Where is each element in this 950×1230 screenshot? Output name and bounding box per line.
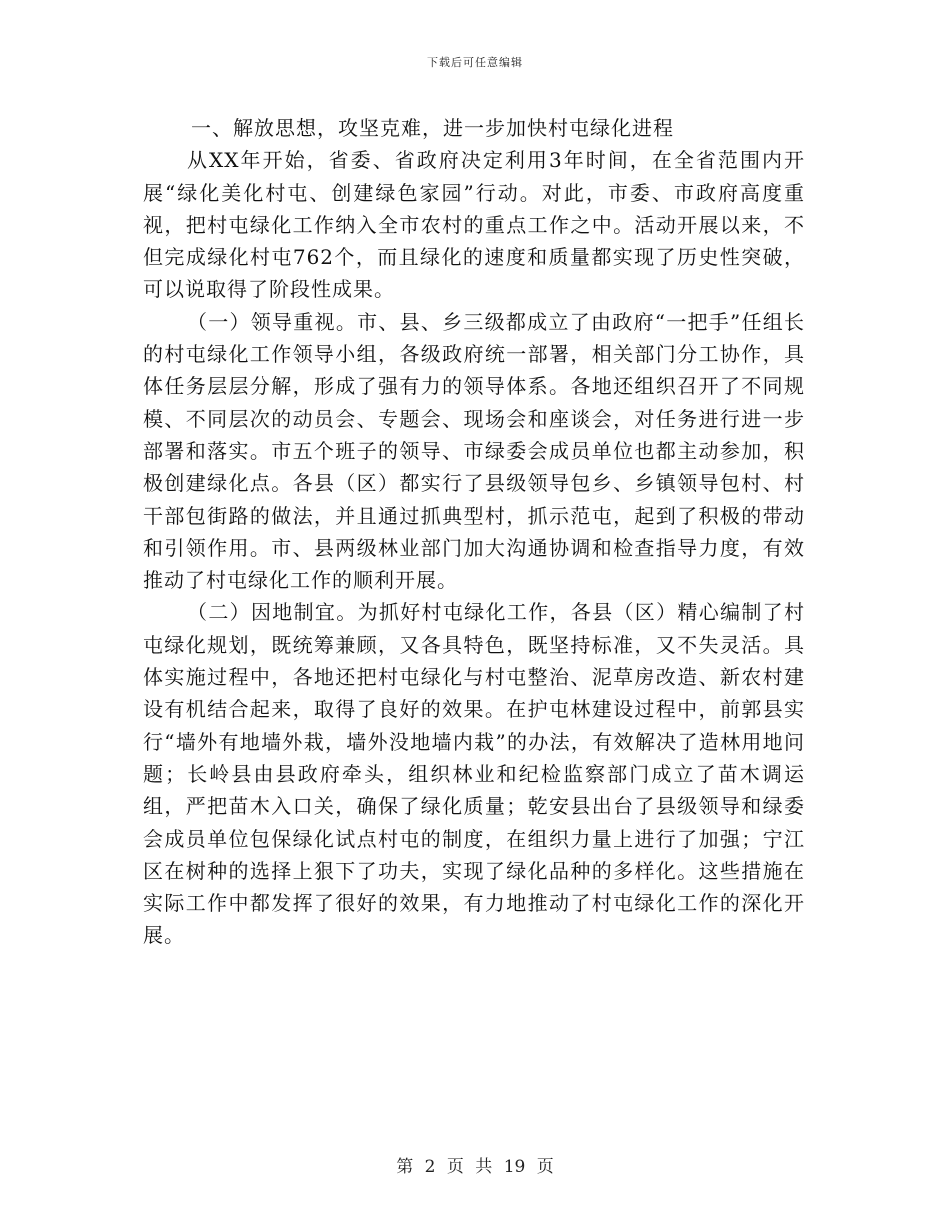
paragraph-leadership: （一）领导重视。市、县、乡三级都成立了由政府“一把手”任组长的村屯绿化工作领导小组，各级政府统一部署，相关部门分工协作，具体任务层层分解，形成了强有力的领导体系。各地还组织召开了不同规模、不同层次的动员会、专题会、现场会和座谈会，对任务进行进一步部署和落实。市五个班子的领导、市绿委会成员单位也都主动参加，积极创建绿化点。各县（区）都实行了县级领导包乡、乡镇领导包村、村干部包街路的做法，并且通过抓典型村，抓示范屯，起到了积极的带动和引领作用。市、县两级林业部门加大沟通协调和检查指导力度，有效推动了村屯绿化工作的顺利开展。 <box>143 309 805 593</box>
page-number: 第 2 页 共 19 页 <box>396 1157 554 1177</box>
paragraph-local-conditions: （二）因地制宜。为抓好村屯绿化工作，各县（区）精心编制了村屯绿化规划，既统筹兼顾，又各具特色，既坚持标准，又不失灵活。具体实施过程中，各地还把村屯绿化与村屯整治、泥草房改造、新农村建设有机结合起来，取得了良好的效果。在护屯林建设过程中，前郭县实行“墙外有地墙外栽，墙外没地墙内栽”的办法，有效解决了造林用地问题；长岭县由县政府牵头，组织林业和纪检监察部门成立了苗木调运组，严把苗木入口关，确保了绿化质量；乾安县出台了县级领导和绿委会成员单位包保绿化试点村屯的制度，在组织力量上进行了加强；宁江区在树种的选择上狠下了功夫，实现了绿化品种的多样化。这些措施在实际工作中都发挥了很好的效果，有力地推动了村屯绿化工作的深化开展。 <box>143 600 805 948</box>
document-body <box>143 112 805 952</box>
page-header-note: 下载后可任意编辑 <box>427 56 523 69</box>
paragraph-intro: 从XX年开始，省委、省政府决定利用3年时间，在全省范围内开展“绿化美化村屯、创建绿色家园”行动。对此，市委、市政府高度重视，把村屯绿化工作纳入全市农村的重点工作之中。活动开展以来，不但完成绿化村屯762个，而且绿化的速度和质量都实现了历史性突破，可以说取得了阶段性成果。 <box>143 148 805 302</box>
section-heading: 一、解放思想，攻坚克难，进一步加快村屯绿化进程 <box>191 116 674 140</box>
